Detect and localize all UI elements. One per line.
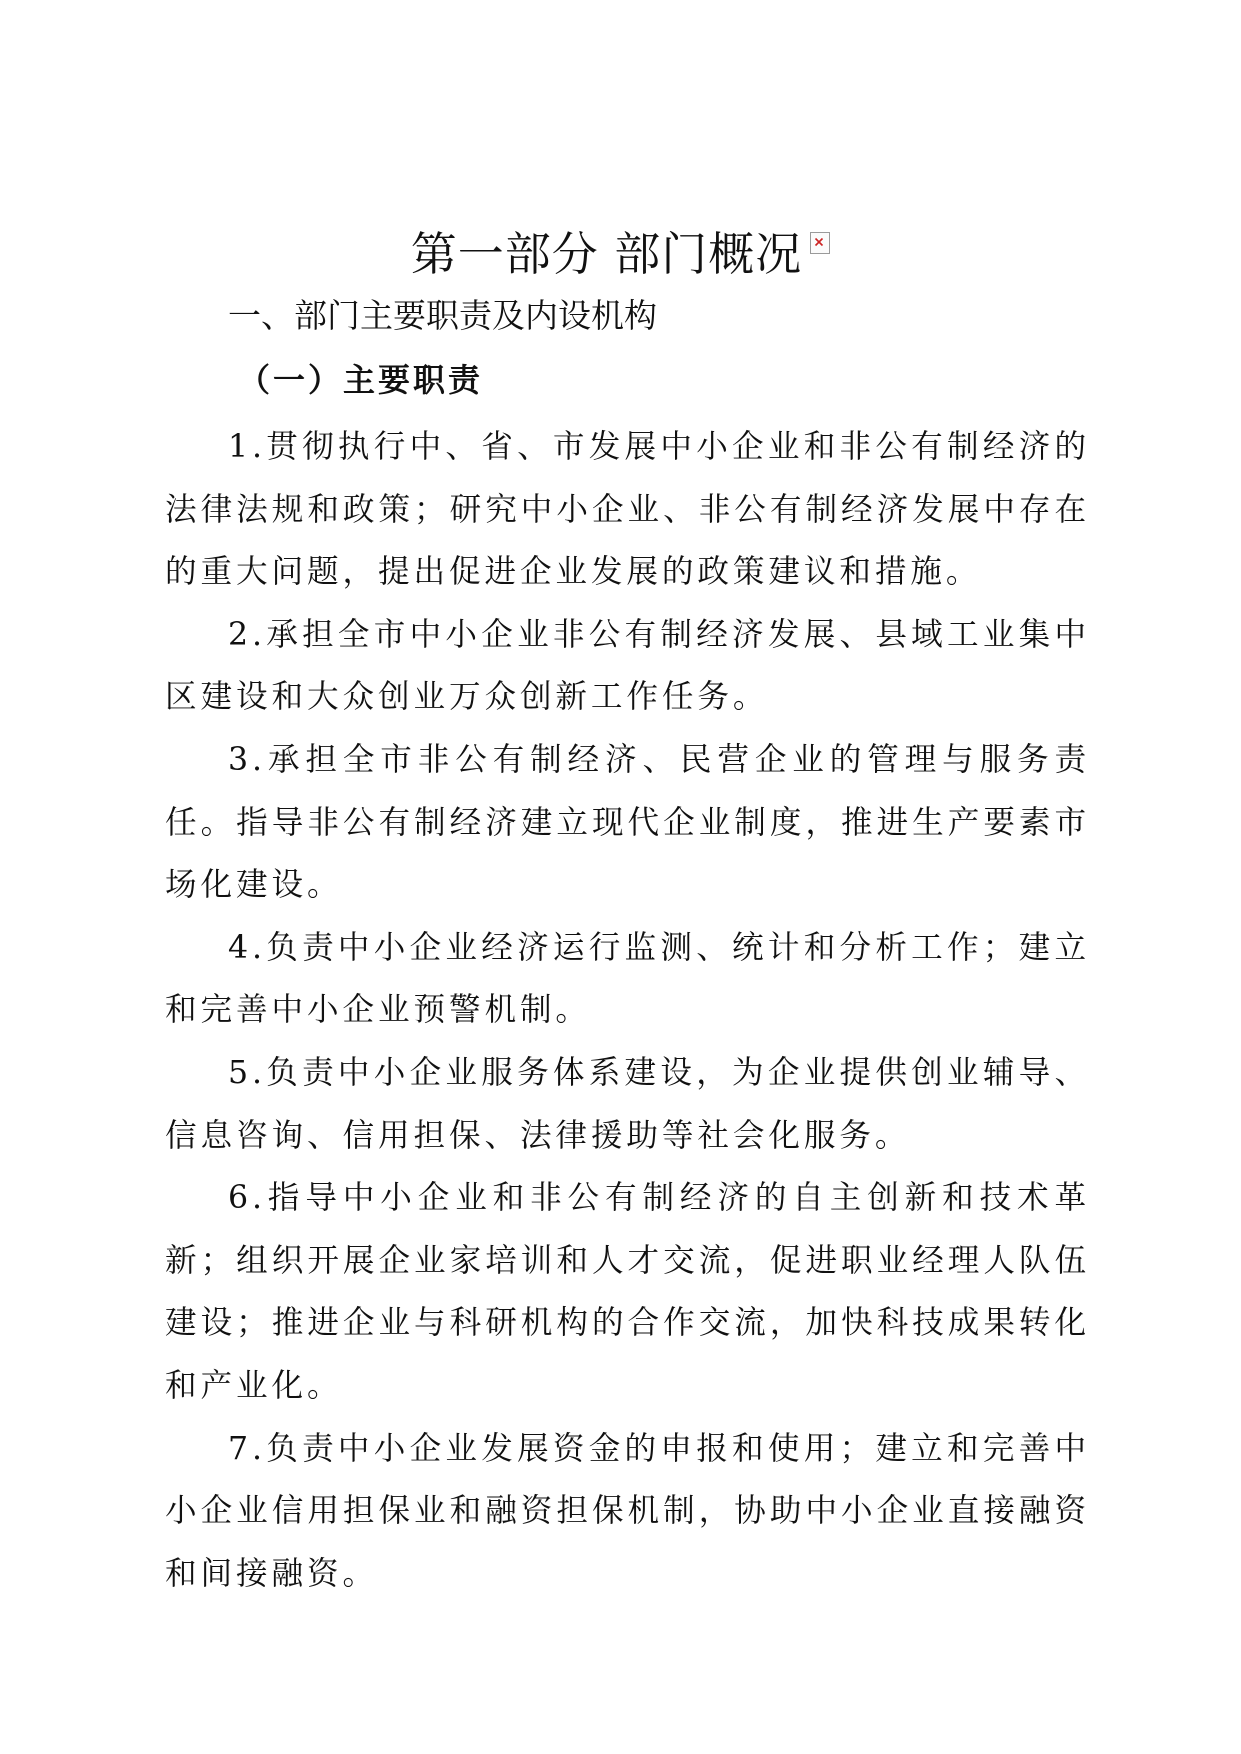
sub-heading: （一）主要职责 [238, 361, 484, 399]
duties-list [165, 416, 1090, 1605]
page-title-text: 第一部分 部门概况 [410, 226, 803, 281]
duty-paragraph-2: 2.承担全市中小企业非公有制经济发展、县域工业集中区建设和大众创业万众创新工作任务。 [165, 616, 1090, 716]
duty-paragraph-1: 1.贯彻执行中、省、市发展中小企业和非公有制经济的法律法规和政策；研究中小企业、非公有制经济发展中存在的重大问题，提出促进企业发展的政策建议和措施。 [165, 429, 1090, 591]
page-title [0, 218, 1241, 286]
broken-image-cross [814, 237, 824, 247]
duty-paragraph-5: 5.负责中小企业服务体系建设，为企业提供创业辅导、信息咨询、信用担保、法律援助等社会化服务。 [165, 1054, 1090, 1154]
duty-paragraph-3: 3.承担全市非公有制经济、民营企业的管理与服务责任。指导非公有制经济建立现代企业制度，推进生产要素市场化建设。 [165, 741, 1090, 904]
section-heading: 一、部门主要职责及内设机构 [228, 296, 657, 335]
broken-image-icon [810, 232, 830, 254]
duty-paragraph-6: 6.指导中小企业和非公有制经济的自主创新和技术革新；组织开展企业家培训和人才交流，促进职业经理人队伍建设；推进企业与科研机构的合作交流，加快科技成果转化和产业化。 [165, 1180, 1090, 1404]
duty-paragraph-4: 4.负责中小企业经济运行监测、统计和分析工作；建立和完善中小企业预警机制。 [165, 929, 1090, 1029]
duty-paragraph-7: 7.负责中小企业发展资金的申报和使用；建立和完善中小企业信用担保业和融资担保机制，协助中小企业直接融资和间接融资。 [165, 1430, 1090, 1592]
